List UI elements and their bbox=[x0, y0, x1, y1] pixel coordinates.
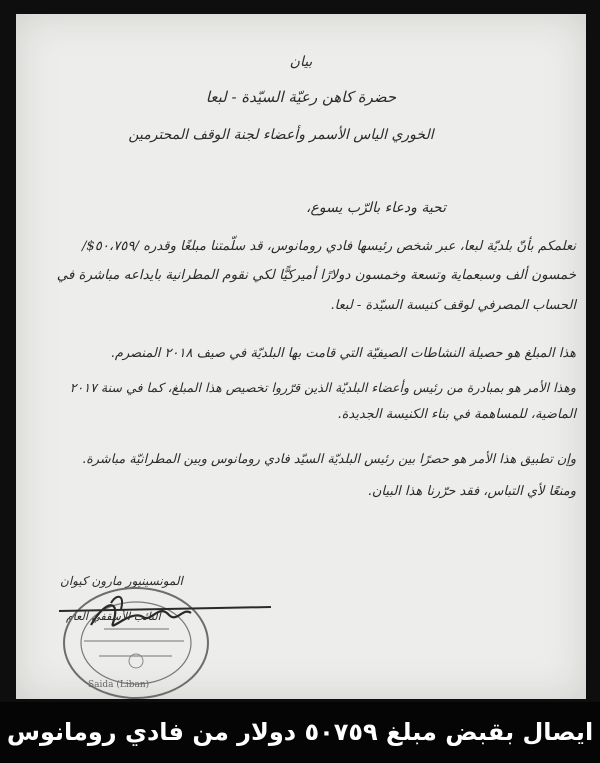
letter-body-line: الحساب المصرفي لوقف كنيسة السيّدة - لبعا. bbox=[330, 298, 576, 313]
caption-banner: ايصال بقبض مبلغ ٥٠٧٥٩ دولار من فادي رومانوس bbox=[0, 702, 600, 763]
letter-body-line: نعلمكم بأنّ بلديّة لبعا، عبر شخص رئيسها فادي رومانوس، قد سلّمتنا مبلغًا وقدره /٥٠،٧٥٩$/ bbox=[81, 239, 576, 254]
letter-body-line: خمسون ألف وسبعماية وتسعة وخمسون دولارًا أميركيًّا لكي نقوم المطرانية بايداعه مباشرة في bbox=[56, 268, 576, 283]
letter-heading: بيان bbox=[289, 54, 313, 70]
letter-body-line: هذا المبلغ هو حصيلة النشاطات الصيفيّة التي قامت بها البلديّة في صيف ٢٠١٨ المنصرم. bbox=[110, 346, 576, 361]
stamp-text: Saida (Liban) bbox=[88, 680, 150, 690]
letter-page bbox=[16, 14, 586, 699]
signatory-title: النائب الأسقفي العام bbox=[66, 610, 161, 623]
handwritten-signature bbox=[51, 589, 281, 649]
letter-body-line: وهذا الأمر هو بمبادرة من رئيس وأعضاء البلديّة الذين قرّروا تخصيص هذا المبلغ، كما في سنة ٢٠١٧ bbox=[69, 380, 576, 395]
letter-body-line: وإن تطبيق هذا الأمر هو حصرًا بين رئيس البلديّة السيّد فادي رومانوس وبين المطرانيّة مباشرة. bbox=[82, 452, 576, 467]
letter-body-line: ومنعًا لأي التباس، فقد حرّرنا هذا البيان. bbox=[367, 484, 576, 499]
letter-address-line-2: الخوري الياس الأسمر وأعضاء لجنة الوقف المحترمين bbox=[128, 127, 434, 143]
letter-greeting: تحية ودعاء بالرّب يسوع، bbox=[305, 200, 446, 216]
letter-body-line: الماضية، للمساهمة في بناء الكنيسة الجديدة. bbox=[337, 407, 576, 422]
signatory-name: المونسينيور مارون كيوان bbox=[60, 574, 183, 588]
letter-address-line-1: حضرة كاهن رعيّة السيّدة - لبعا bbox=[205, 88, 397, 106]
